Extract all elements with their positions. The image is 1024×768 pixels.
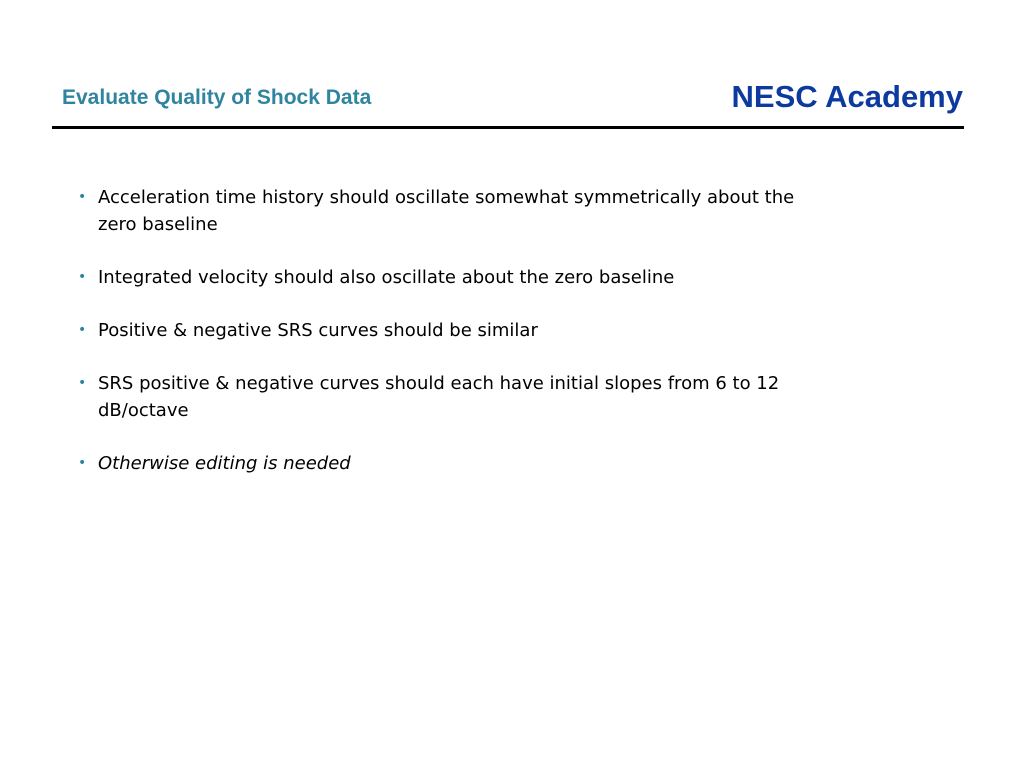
bullet-text: Acceleration time history should oscillate somewhat symmetrically about the zero baseline bbox=[98, 187, 795, 235]
bullet-text: Otherwise editing is needed bbox=[98, 453, 351, 474]
bullet-icon: • bbox=[78, 375, 87, 391]
bullet-list bbox=[74, 184, 834, 503]
bullet-item bbox=[74, 184, 834, 238]
bullet-item bbox=[74, 317, 834, 344]
bullet-icon: • bbox=[78, 189, 87, 205]
slide-title: Evaluate Quality of Shock Data bbox=[62, 86, 372, 109]
brand-logo-text: NESC Academy bbox=[731, 79, 963, 114]
bullet-item bbox=[74, 264, 834, 291]
header-divider bbox=[52, 126, 964, 129]
bullet-item bbox=[74, 370, 834, 424]
bullet-icon: • bbox=[78, 269, 87, 285]
bullet-item bbox=[74, 450, 834, 477]
bullet-text: SRS positive & negative curves should each have initial slopes from 6 to 12 dB/octave bbox=[98, 373, 780, 421]
bullet-text: Integrated velocity should also oscillate about the zero baseline bbox=[98, 267, 675, 288]
bullet-icon: • bbox=[78, 322, 87, 338]
bullet-icon: • bbox=[78, 455, 87, 471]
bullet-text: Positive & negative SRS curves should be similar bbox=[98, 320, 538, 341]
